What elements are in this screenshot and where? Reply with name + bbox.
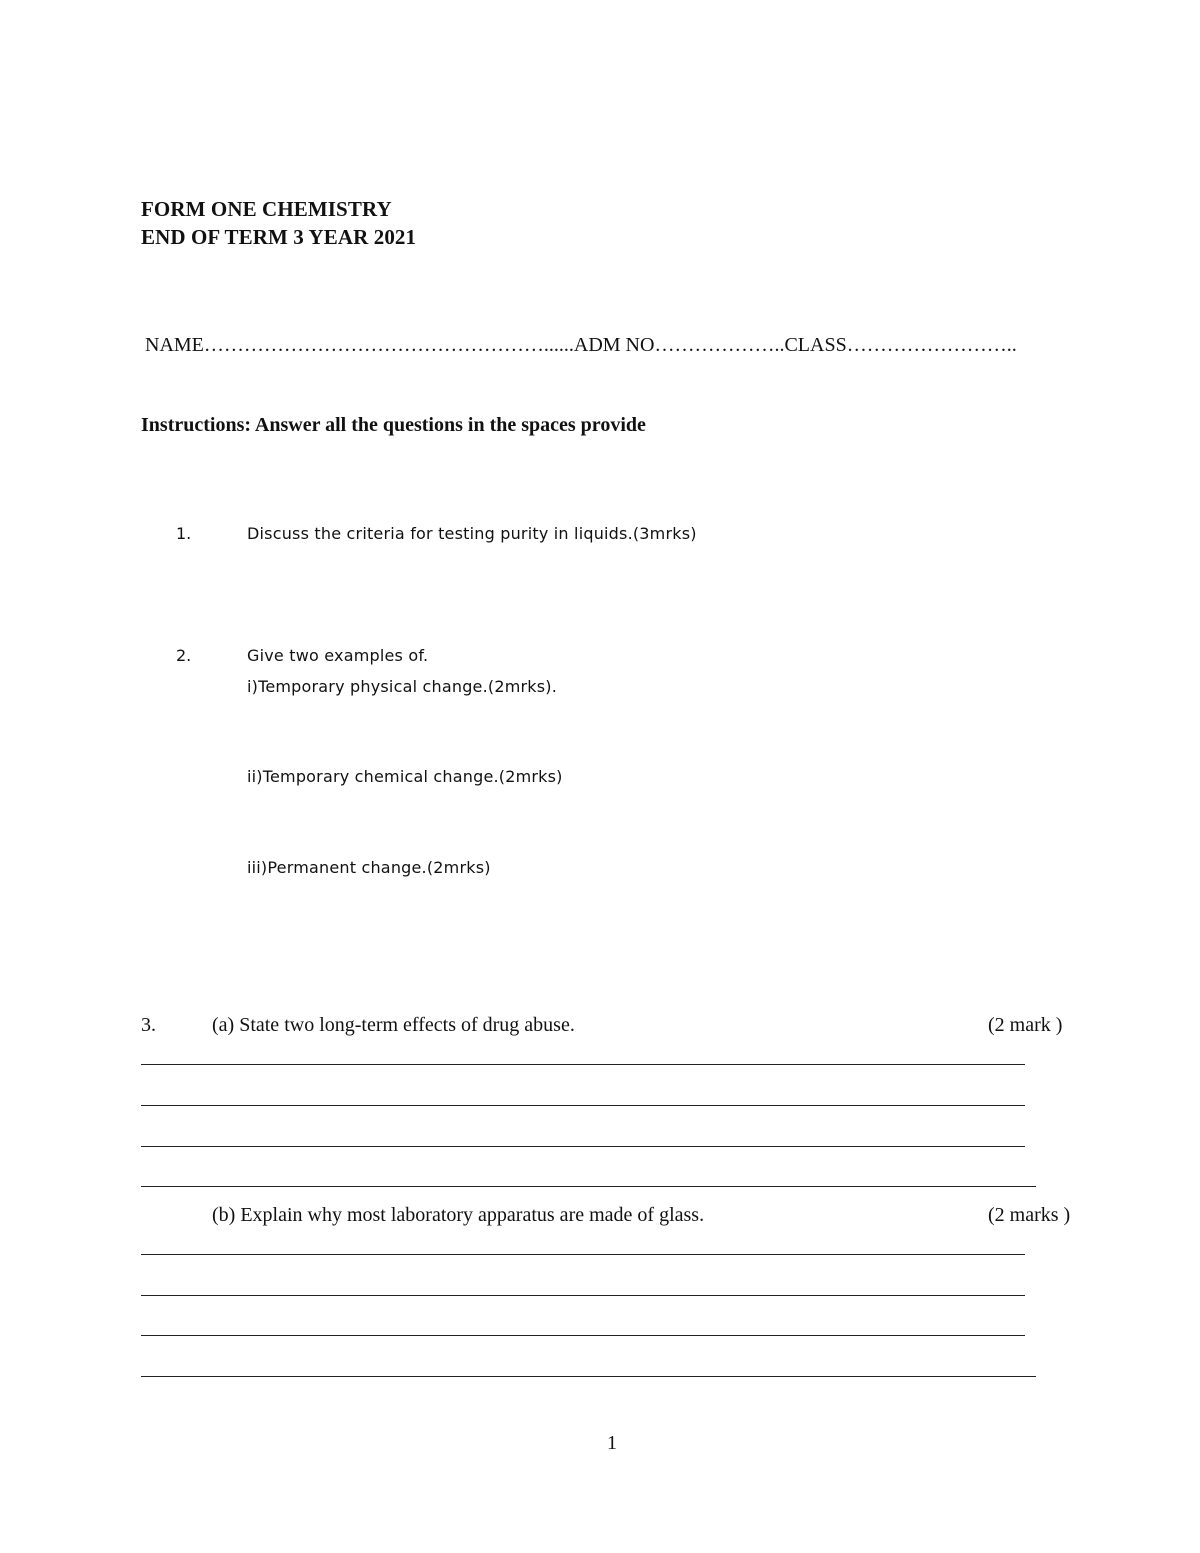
answer-line	[141, 1295, 1025, 1296]
question-2-sub-iii: iii)Permanent change.(2mrks)	[247, 858, 491, 877]
question-2-text: Give two examples of.	[247, 646, 429, 665]
exam-title: FORM ONE CHEMISTRY	[141, 197, 392, 221]
question-2-sub-i: i)Temporary physical change.(2mrks).	[247, 677, 557, 696]
student-fields-line: NAME……………………………………………......ADM NO………………..CLASS……………………..	[145, 334, 1017, 356]
page-number: 1	[607, 1432, 617, 1454]
answer-line	[141, 1335, 1025, 1336]
question-1-text: Discuss the criteria for testing purity in liquids.(3mrks)	[247, 524, 697, 543]
answer-line	[141, 1376, 1036, 1377]
question-3b-marks: (2 marks )	[988, 1204, 1071, 1226]
question-1-number: 1.	[176, 524, 192, 543]
question-2-sub-ii: ii)Temporary chemical change.(2mrks)	[247, 767, 563, 786]
instructions: Instructions: Answer all the questions in the spaces provide	[141, 414, 646, 436]
answer-line	[141, 1146, 1025, 1147]
exam-subtitle: END OF TERM 3 YEAR 2021	[141, 225, 417, 249]
question-3a-text: (a) State two long-term effects of drug abuse.	[212, 1014, 575, 1036]
question-3a-marks: (2 mark )	[988, 1014, 1063, 1036]
question-2-number: 2.	[176, 646, 192, 665]
answer-line	[141, 1105, 1025, 1106]
question-3b-text: (b) Explain why most laboratory apparatus are made of glass.	[212, 1204, 705, 1226]
question-3-number: 3.	[141, 1014, 156, 1036]
answer-line	[141, 1186, 1036, 1187]
answer-line	[141, 1064, 1025, 1065]
answer-line	[141, 1254, 1025, 1255]
